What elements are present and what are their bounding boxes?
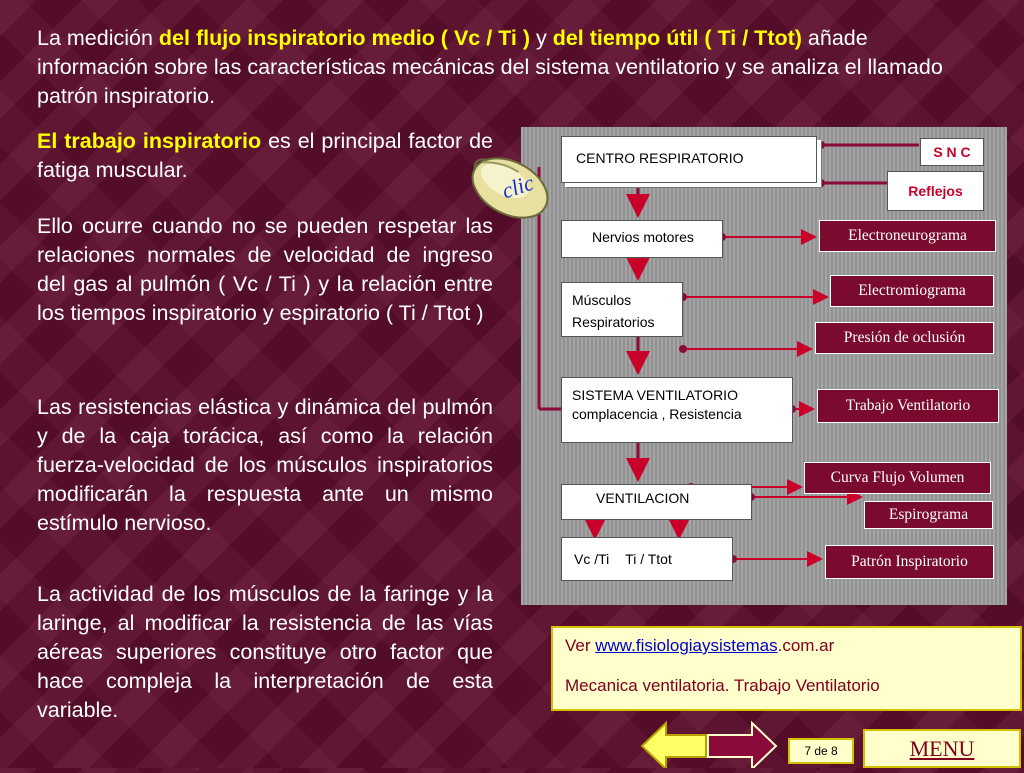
diagram-panel (521, 127, 1007, 605)
info-line-1: Ver www.fisiologiaysistemas.com.ar (565, 636, 835, 655)
output-curva-flujo-volumen: Curva Flujo Volumen (804, 462, 991, 494)
paragraph-trabajo-inspiratorio (37, 127, 493, 185)
double-arrow-icon (640, 719, 780, 768)
paragraph-actividad: La actividad de los músculos de la faringe y la laringe, al modificar la resistencia de las vías aéreas superiores constituye otro factor que hace compleja la interpretación de esta variable. (37, 582, 493, 722)
intro-text-3: añade información sobre las características mecánicas del sistema ventilatorio y se analiza el llamado patrón inspiratorio. (37, 26, 943, 108)
clic-mouse-button[interactable] (462, 148, 558, 228)
node-centro-respiratorio: CENTRO RESPIRATORIO (561, 136, 817, 183)
output-patron-inspiratorio: Patrón Inspiratorio (825, 545, 994, 579)
page-indicator: 7 de 8 (788, 738, 854, 764)
output-electromiograma: Electromiograma (830, 275, 994, 307)
intro-paragraph (37, 24, 967, 111)
intro-text-2: y (530, 26, 553, 50)
info-line-2: Mecanica ventilatoria. Trabajo Ventilatorio (565, 676, 880, 695)
paragraph-rest: es el principal factor de fatiga muscular. (37, 129, 494, 182)
intro-bold-1: del flujo inspiratorio medio ( Vc / Ti ) (158, 26, 531, 50)
output-trabajo-ventilatorio: Trabajo Ventilatorio (817, 389, 999, 423)
output-electroneurograma: Electroneurograma (819, 220, 996, 252)
node-musculos: Músculos Respiratorios (561, 282, 683, 337)
node-vc-ti-ttot: Vc /Ti Ti / Ttot (561, 537, 733, 581)
paragraph-ello-ocurre: Ello ocurre cuando no se pueden respetar las relaciones normales de velocidad de ingreso del gas al pulmón ( Vc / Ti ) y la relación entre los tiempos inspiratorio y espiratorio ( Ti / Ttot ) (37, 214, 493, 325)
clic-label: clic (498, 169, 537, 204)
output-presion-oclusion: Presión de oclusión (815, 322, 994, 354)
node-reflejos: Reflejos (887, 171, 984, 211)
node-nervios-motores: Nervios motores (561, 220, 723, 258)
output-espirograma: Espirograma (864, 501, 993, 529)
intro-bold-2: del tiempo útil ( Ti / Ttot) (552, 26, 802, 50)
info-box (551, 626, 1022, 711)
paragraph-resistencias: Las resistencias elástica y dinámica del pulmón y de la caja torácica, así como la relación fuerza-velocidad de los músculos inspiratorios modificarán la respuesta ante un mismo estímulo nervioso. (37, 395, 493, 535)
website-link[interactable]: www.fisiologiaysistemas (595, 636, 778, 655)
node-snc: S N C (920, 138, 984, 166)
back-arrow-button[interactable] (640, 719, 780, 768)
node-ventilacion: VENTILACION (561, 484, 752, 520)
paragraph-bold: El trabajo inspiratorio (37, 129, 262, 153)
menu-button[interactable]: MENU (863, 729, 1021, 768)
node-sistema-ventilatorio: SISTEMA VENTILATORIO complacencia , Resistencia (561, 377, 793, 443)
intro-text-1: La medición (37, 26, 159, 50)
